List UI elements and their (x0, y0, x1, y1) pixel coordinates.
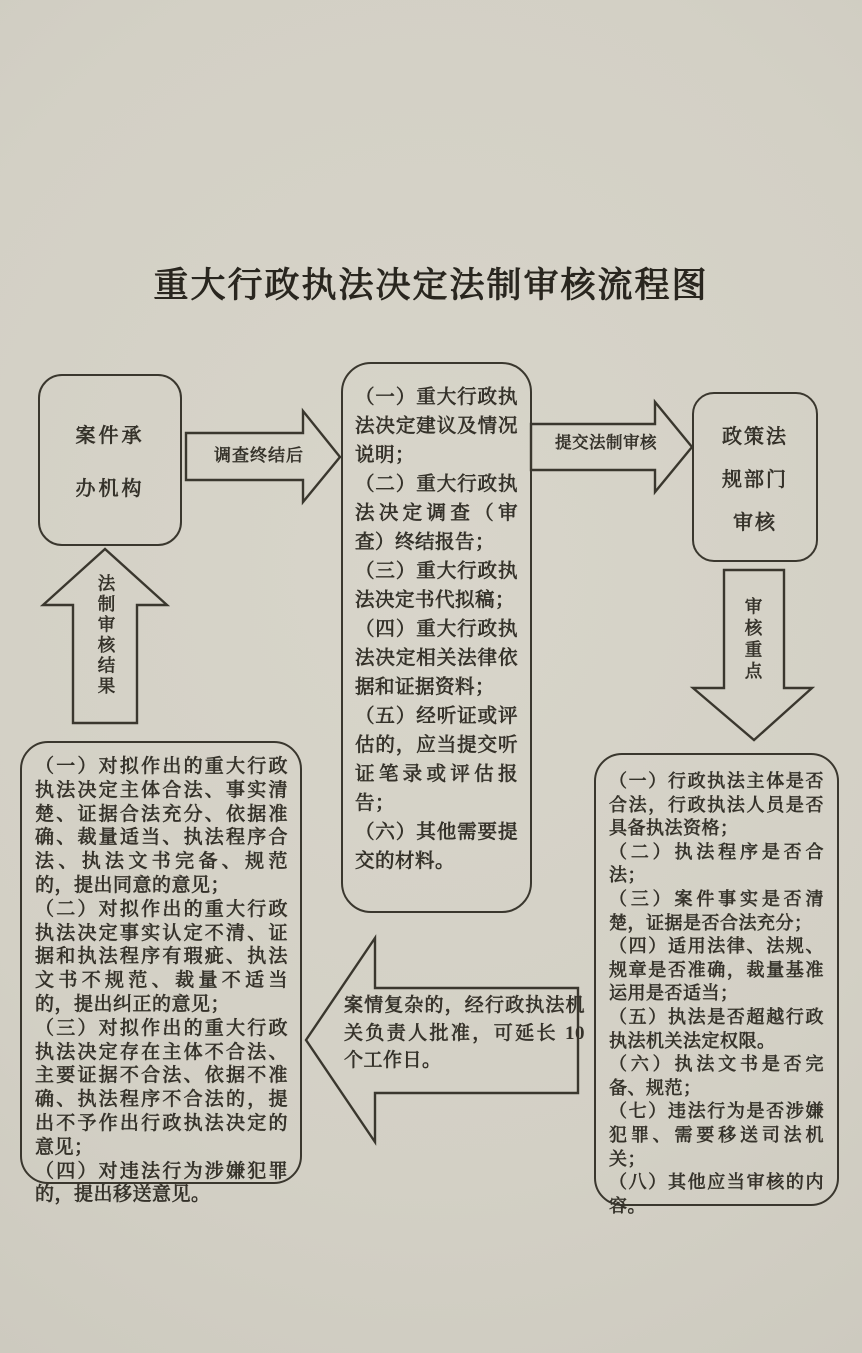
review-point-item: （六）执法文书是否完备、规范； (609, 1054, 824, 1098)
review-point-item: （七）违法行为是否涉嫌犯罪、需要移送司法机关； (609, 1101, 824, 1169)
review-point-item: （一）行政执法主体是否合法，行政执法人员是否具备执法资格； (609, 771, 824, 839)
page-title: 重大行政执法决定法制审核流程图 (153, 266, 709, 305)
node-policy-dept (692, 392, 818, 562)
materials-item: （一）重大行政执法决定建议及情况说明； (355, 387, 518, 466)
opinion-item: （二）对拟作出的重大行政执法决定事实认定不清、证据和执法程序有瑕疵、执法文书不规范、裁量不适当的，提出纠正的意见； (35, 898, 288, 1015)
arrow-label-review-result: 法制审核结果 (96, 574, 116, 697)
opinion-item: （三）对拟作出的重大行政执法决定存在主体不合法、主要证据不合法、依据不准确、执法程序不合法的，提出不予作出行政执法决定的意见； (35, 1017, 288, 1158)
case-agency-line: 案件承 (75, 425, 145, 447)
review-point-item: （五）执法是否超越行政执法机关法定权限。 (609, 1006, 824, 1051)
opinion-item: （一）对拟作出的重大行政执法决定主体合法、事实清楚、证据合法充分、依据准确、裁量适当、执法程序合法、执法文书完备、规范的，提出同意的意见； (35, 756, 288, 896)
arrow-label-investigation-done: 调查终结后 (214, 446, 304, 465)
materials-item: （三）重大行政执法决定书代拟稿； (355, 561, 518, 611)
policy-dept-line: 规部门 (722, 468, 788, 491)
materials-item: （五）经听证或评估的，应当提交听证笔录或评估报告； (355, 706, 518, 814)
review-point-item: （四）适用法律、法规、规章是否准确，裁量基准运用是否适当； (609, 936, 824, 1004)
node-review-opinions (20, 741, 302, 1206)
review-point-item: （二）执法程序是否合法； (609, 841, 824, 886)
review-point-item: （三）案件事实是否清楚，证据是否合法充分； (609, 888, 824, 933)
node-review-points (594, 753, 839, 1216)
case-agency-line: 办机构 (75, 478, 145, 500)
policy-dept-line: 政策法 (722, 425, 788, 448)
arrow-label-review-focus: 审核重点 (743, 597, 763, 683)
node-case-agency (38, 374, 182, 546)
arrow-label-submit-review: 提交法制审核 (555, 433, 657, 452)
review-point-item: （八）其他应当审核的内容。 (609, 1172, 824, 1216)
opinion-item: （四）对违法行为涉嫌犯罪的，提出移送意见。 (35, 1160, 288, 1206)
materials-item: （六）其他需要提交的材料。 (355, 822, 518, 872)
policy-dept-line: 审核 (733, 511, 777, 534)
arrow-label-extension-note: 案情复杂的，经行政执法机关负责人批准，可延长 10 个工作日。 (344, 995, 585, 1071)
materials-item: （二）重大行政执法决定调查（审查）终结报告； (355, 474, 518, 553)
materials-item: （四）重大行政执法决定相关法律依据和证据资料； (355, 619, 518, 698)
node-submitted-materials (341, 362, 532, 913)
